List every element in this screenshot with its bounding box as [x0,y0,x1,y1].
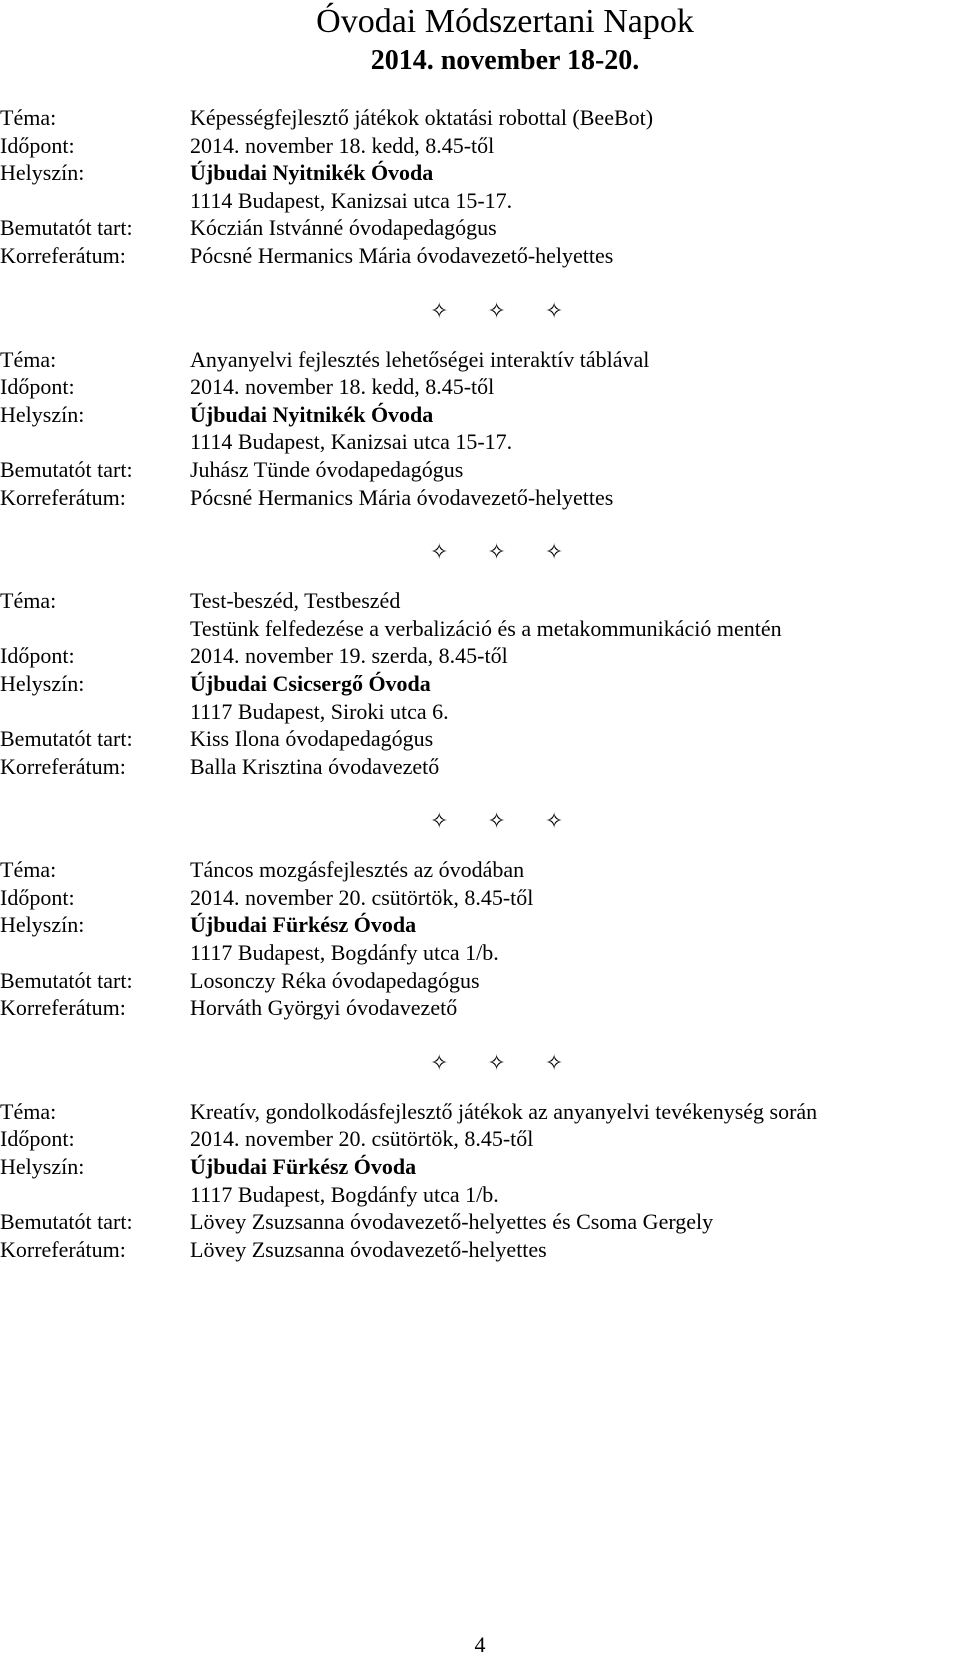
tema-label: Téma: [0,346,57,372]
star-separator-icon: ✧ ✧ ✧ [430,540,580,566]
bemutatot-value: Kiss Ilona óvodapedagógus [190,726,434,752]
page-title: Óvodai Módszertani Napok [316,3,694,40]
korreferatum-label: Korreferátum: [0,1236,126,1262]
helyszin-value: Újbudai Nyitnikék Óvoda [190,401,434,427]
korreferatum-row [0,753,960,781]
separator [0,1022,960,1098]
bemutatot-label: Bemutatót tart: [0,726,133,752]
tema-label: Téma: [0,1098,57,1124]
korreferatum-value: Pócsné Hermanics Mária óvodavezető-helyettes [190,484,614,510]
helyszin-row [0,670,960,698]
tema-continuation-row [0,615,960,643]
cim-row [0,939,960,967]
korreferatum-label: Korreferátum: [0,242,126,268]
separator [0,270,960,346]
tema-value: Táncos mozgásfejlesztés az óvodában [190,857,525,883]
star-separator-icon: ✧ ✧ ✧ [430,298,580,324]
korreferatum-row [0,484,960,512]
tema-row [0,856,960,884]
idopont-value: 2014. november 19. szerda, 8.45-től [190,643,508,669]
bemutatot-label: Bemutatót tart: [0,967,133,993]
star-separator-icon: ✧ ✧ ✧ [430,809,580,835]
helyszin-row [0,159,960,187]
helyszin-label: Helyszín: [0,160,85,186]
tema-label: Téma: [0,105,57,130]
bemutatot-row [0,725,960,753]
idopont-row [0,1125,960,1153]
session-1 [0,104,960,270]
tema-value: Anyanyelvi fejlesztés lehetőségei interaktív táblával [190,346,650,372]
page-number: 4 [474,1632,486,1657]
bemutatot-value: Losonczy Réka óvodapedagógus [190,967,480,993]
cim-value: 1117 Budapest, Siroki utca 6. [190,698,449,724]
separator [0,780,960,856]
helyszin-value: Újbudai Fürkész Óvoda [190,912,417,938]
helyszin-label: Helyszín: [0,1154,85,1180]
bemutatot-row [0,1208,960,1236]
star-separator-icon: ✧ ✧ ✧ [430,1050,580,1076]
session-3 [0,587,960,780]
idopont-label: Időpont: [0,132,75,158]
helyszin-label: Helyszín: [0,670,85,696]
bemutatot-label: Bemutatót tart: [0,1209,133,1235]
idopont-label: Időpont: [0,1126,75,1152]
cim-value: 1114 Budapest, Kanizsai utca 15-17. [190,187,513,213]
korreferatum-row [0,1236,960,1264]
tema-value: Kreatív, gondolkodásfejlesztő játékok az anyanyelvi tevékenység során [190,1098,818,1124]
session-5 [0,1098,960,1264]
idopont-row [0,132,960,160]
korreferatum-value: Balla Krisztina óvodavezető [190,753,440,779]
tema-row [0,1098,960,1126]
idopont-label: Időpont: [0,374,75,400]
korreferatum-value: Pócsné Hermanics Mária óvodavezető-helyettes [190,242,614,268]
cim-row [0,187,960,215]
helyszin-label: Helyszín: [0,401,85,427]
idopont-label: Időpont: [0,884,75,910]
helyszin-value: Újbudai Nyitnikék Óvoda [190,160,434,186]
idopont-label: Időpont: [0,643,75,669]
idopont-value: 2014. november 18. kedd, 8.45-től [190,132,495,158]
korreferatum-label: Korreferátum: [0,753,126,779]
idopont-value: 2014. november 18. kedd, 8.45-től [190,374,495,400]
bemutatot-label: Bemutatót tart: [0,215,133,241]
tema-row [0,346,960,374]
cim-value: 1114 Budapest, Kanizsai utca 15-17. [190,429,513,455]
korreferatum-row [0,242,960,270]
bemutatot-row [0,456,960,484]
tema-subtitle-value: Testünk felfedezése a verbalizáció és a metakommunikáció mentén [190,615,782,641]
session-list [0,104,960,1263]
tema-row [0,587,960,615]
helyszin-label: Helyszín: [0,912,85,938]
cim-value: 1117 Budapest, Bogdánfy utca 1/b. [190,940,499,966]
helyszin-value: Újbudai Csicsergő Óvoda [190,670,431,696]
korreferatum-label: Korreferátum: [0,995,126,1021]
bemutatot-row [0,967,960,995]
idopont-row [0,642,960,670]
idopont-row [0,373,960,401]
tema-value: Képességfejlesztő játékok oktatási robottal (BeeBot) [190,105,654,130]
helyszin-row [0,1153,960,1181]
cim-row [0,698,960,726]
helyszin-value: Újbudai Fürkész Óvoda [190,1154,417,1180]
bemutatot-value: Juhász Tünde óvodapedagógus [190,456,464,482]
helyszin-row [0,401,960,429]
bemutatot-value: Kóczián Istvánné óvodapedagógus [190,215,497,241]
tema-row [0,104,960,132]
bemutatot-value: Lövey Zsuzsanna óvodavezető-helyettes és Csoma Gergely [190,1209,714,1235]
korreferatum-value: Lövey Zsuzsanna óvodavezető-helyettes [190,1236,547,1262]
idopont-row [0,884,960,912]
bemutatot-row [0,214,960,242]
korreferatum-row [0,994,960,1022]
helyszin-row [0,911,960,939]
bemutatot-label: Bemutatót tart: [0,456,133,482]
idopont-value: 2014. november 20. csütörtök, 8.45-től [190,1126,534,1152]
korreferatum-label: Korreferátum: [0,484,126,510]
cim-row [0,1181,960,1209]
tema-label: Téma: [0,588,57,614]
korreferatum-value: Horváth Györgyi óvodavezető [190,995,458,1021]
separator [0,511,960,587]
session-4 [0,856,960,1022]
session-2 [0,346,960,512]
cim-value: 1117 Budapest, Bogdánfy utca 1/b. [190,1181,499,1207]
idopont-value: 2014. november 20. csütörtök, 8.45-től [190,884,534,910]
cim-row [0,428,960,456]
page-date: 2014. november 18-20. [370,45,640,76]
tema-label: Téma: [0,857,57,883]
tema-value: Test-beszéd, Testbeszéd [190,588,401,614]
